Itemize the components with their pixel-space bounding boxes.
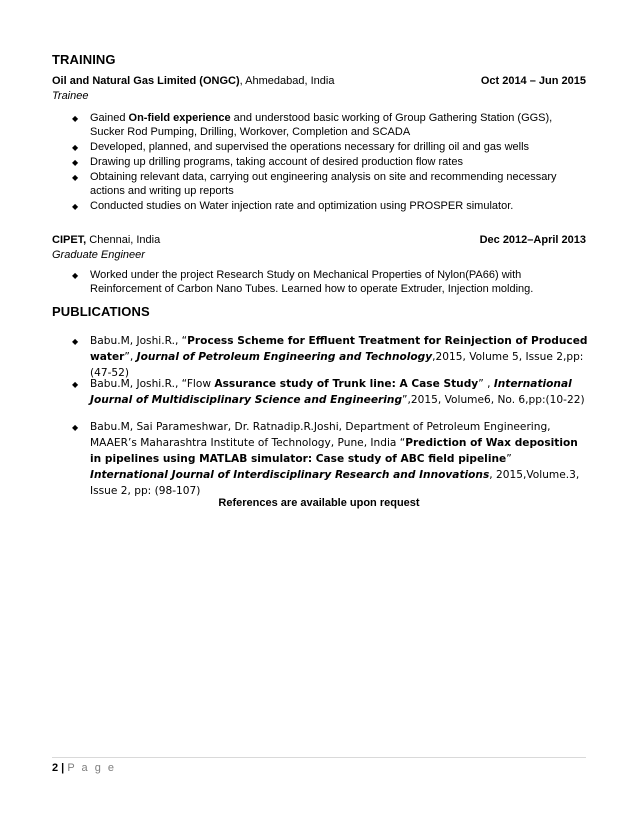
page-number: 2 — [52, 762, 59, 774]
job-bullets-ongc — [72, 111, 588, 214]
section-title-publications: PUBLICATIONS — [52, 304, 150, 319]
list-item: ◆ Worked under the project Research Study on Mechanical Properties of Nylon(PA66) with Reinforcement of Carbon Nano Tubes. Learned how to operate Extruder, Injection molding. — [72, 269, 534, 295]
bullet-diamond-icon: ◆ — [72, 271, 79, 280]
publication-item: ◆ Babu.M, Joshi.R., “Flow Assurance study of Trunk line: A Case Study” , International Journal of Multidisciplinary Science and Engineering”,2015, Volume6, No. 6,pp:(10-22) — [72, 378, 585, 406]
job-header-ongc — [52, 75, 586, 87]
page-footer — [52, 762, 116, 774]
job-role: Trainee — [52, 90, 89, 102]
list-item: ◆ Obtaining relevant data, carrying out engineering analysis on site and recommending necessary actions and writing up reports — [72, 171, 557, 197]
bullet-diamond-icon: ◆ — [72, 173, 79, 182]
job-header-cipet — [52, 234, 586, 246]
publication-item: ◆ Babu.M, Sai Parameshwar, Dr. Ratnadip.R.Joshi, Department of Petroleum Engineering, MAAER’s Maharashtra Institute of Technology, Pune, India “Prediction of Wax deposition in pipelines using MATLAB simulator: Case study of ABC field pipeline” International Journal of Interdisciplinary Research and Innovations, 2015,Volume.3, Issue 2, pp: (98-107) — [72, 421, 580, 497]
page-label: P a g e — [67, 762, 116, 774]
list-item: ◆ Developed, planned, and supervised the operations necessary for drilling oil and gas wells — [72, 141, 530, 153]
list-item: ◆ Conducted studies on Water injection rate and optimization using PROSPER simulator. — [72, 200, 514, 212]
publication-list-2 — [72, 376, 588, 408]
publication-list-3 — [72, 419, 588, 499]
bullet-diamond-icon: ◆ — [72, 143, 79, 152]
bullet-diamond-icon: ◆ — [72, 114, 79, 123]
section-title-training: TRAINING — [52, 52, 116, 67]
bullet-diamond-icon: ◆ — [72, 202, 79, 211]
publication-list-1 — [72, 333, 588, 381]
job-bullets-cipet — [72, 268, 588, 297]
bullet-diamond-icon: ◆ — [72, 337, 79, 346]
footer-separator: | — [58, 762, 68, 774]
bullet-diamond-icon: ◆ — [72, 423, 79, 432]
job-dates: Oct 2014 – Jun 2015 — [480, 75, 586, 87]
bullet-diamond-icon: ◆ — [72, 158, 79, 167]
job-location: Chennai, India — [86, 234, 161, 246]
references-note: References are available upon request — [218, 497, 420, 509]
publication-item: ◆ Babu.M, Joshi.R., “Process Scheme for Effluent Treatment for Reinjection of Produced water”, Journal of Petroleum Engineering and Technology,2015, Volume 5, Issue 2,pp:(47-52) — [72, 335, 588, 379]
job-role: Graduate Engineer — [52, 249, 145, 261]
job-org-line — [52, 234, 160, 246]
job-org: CIPET, — [52, 234, 87, 246]
job-org-line — [52, 75, 334, 87]
footer-divider — [52, 757, 586, 758]
job-org: Oil and Natural Gas Limited (ONGC) — [52, 75, 240, 87]
list-item: ◆ Gained On-field experience and understood basic working of Group Gathering Station (GGS), Sucker Rod Pumping, Drilling, Workover, Completion and SCADA — [72, 112, 553, 138]
job-dates: Dec 2012–April 2013 — [479, 234, 586, 246]
bullet-diamond-icon: ◆ — [72, 380, 79, 389]
list-item: ◆ Drawing up drilling programs, taking account of desired production flow rates — [72, 156, 463, 168]
job-location: , Ahmedabad, India — [239, 75, 335, 87]
